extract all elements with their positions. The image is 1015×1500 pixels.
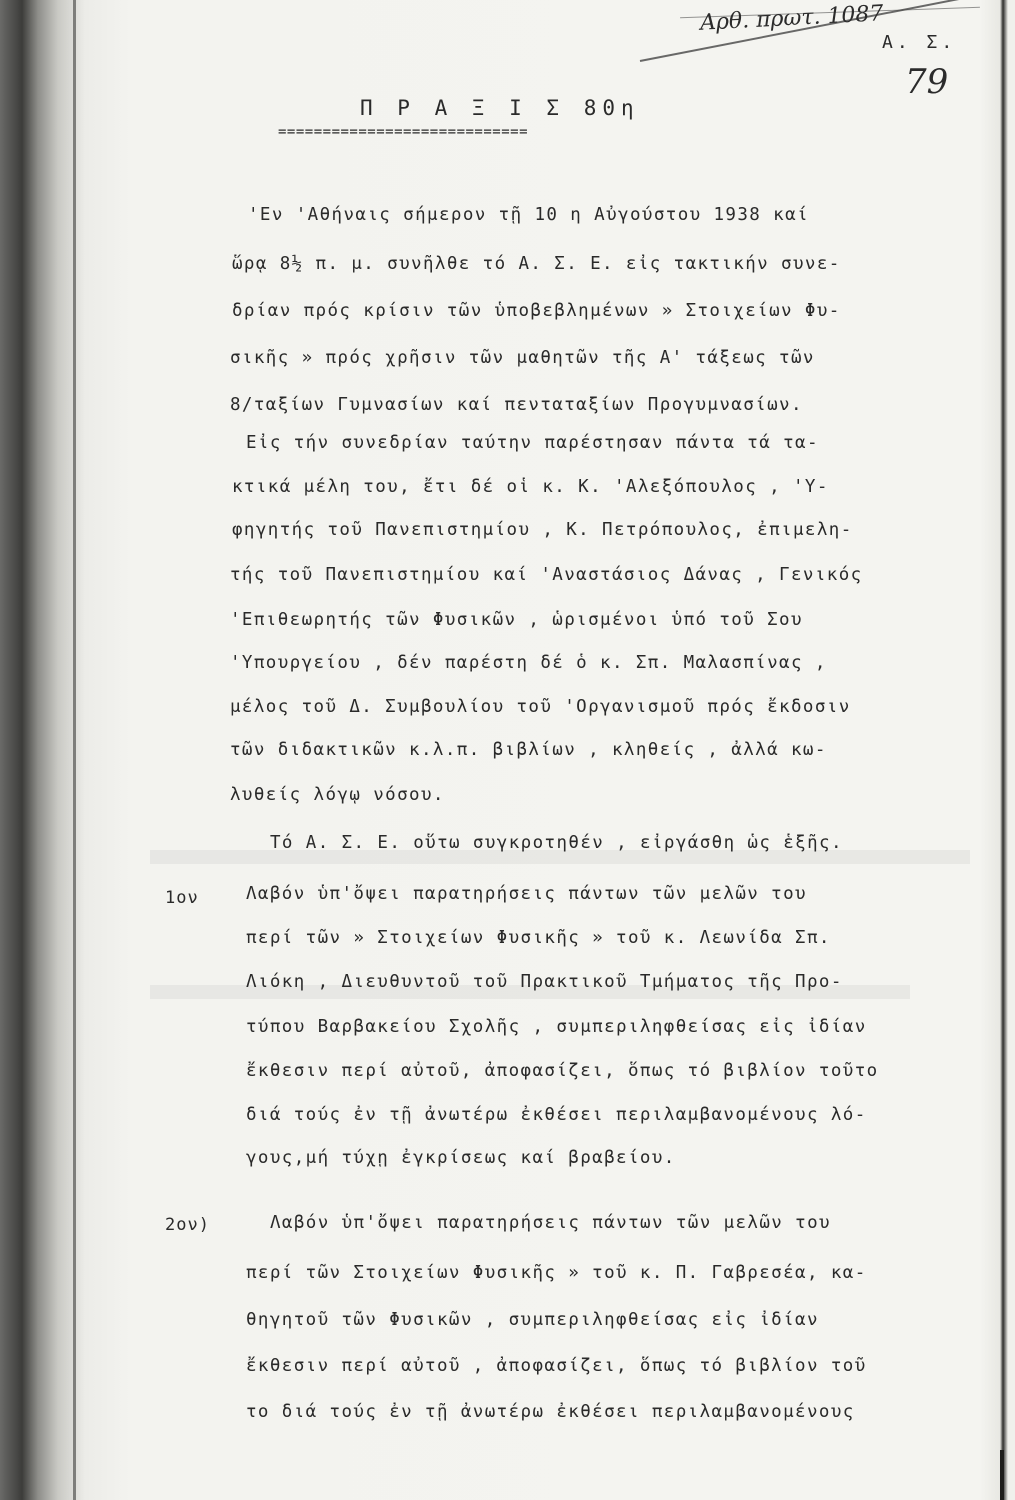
text-line: Λαβόν ὑπ'ὄψει παρατηρήσεις πάντων τῶν μελῶν του [246, 884, 807, 904]
binding-edge [73, 0, 76, 1500]
text-line: 'Εν 'Αθήναις σήμερον τῇ 10 η Αὐγούστου 1938 καί [248, 205, 809, 225]
text-line: ὥρᾳ 8½ π. μ. συνῆλθε τό Α. Σ. Ε. εἰς τακτικήν συνε- [232, 254, 841, 274]
text-line: ἔκθεσιν περί αὐτοῦ , ἀποφασίζει, ὅπως τό βιβλίον τοῦ [246, 1356, 867, 1376]
text-line: ἔκθεσιν περί αὐτοῦ, ἀποφασίζει, ὅπως τό βιβλίον τοῦτο [246, 1061, 879, 1081]
text-line: λυθείς λόγῳ νόσου. [230, 785, 445, 805]
text-line: το διά τούς ἐν τῇ ἀνωτέρω ἐκθέσει περιλαμβανομένους [246, 1402, 855, 1422]
title-underline: ============================ [278, 124, 529, 140]
text-line: περί τῶν » Στοιχείων Φυσικῆς » τοῦ κ. Λεωνίδα Σπ. [246, 928, 831, 948]
text-line: Εἰς τήν συνεδρίαν ταύτην παρέστησαν πάντα τά τα- [246, 433, 819, 453]
text-line: Λαβόν ὑπ'ὄψει παρατηρήσεις πάντων τῶν μελῶν του [270, 1213, 831, 1233]
item-number: 2ον) [165, 1215, 210, 1235]
text-line: σικῆς » πρός χρῆσιν τῶν μαθητῶν τῆς Α' τάξεως τῶν [230, 348, 815, 368]
item-number: 1ον [165, 888, 199, 908]
folio-number: 79 [905, 62, 949, 102]
text-line: 'Επιθεωρητής τῶν Φυσικῶν , ὡρισμένοι ὑπό τοῦ Σου [230, 610, 803, 630]
header-code: Α. Σ. [882, 32, 957, 53]
text-line: δρίαν πρός κρίσιν τῶν ὑποβεβλημένων » Στοιχείων Φυ- [232, 301, 841, 321]
text-line: 8/ταξίων Γυμνασίων καί πενταταξίων Προγυμνασίων. [230, 395, 803, 415]
text-line: διά τούς ἐν τῇ ἀνωτέρω ἐκθέσει περιλαμβανομένους λό- [246, 1105, 867, 1125]
text-line: φηγητής τοῦ Πανεπιστημίου , Κ. Πετρόπουλος, ἐπιμελη- [232, 520, 853, 540]
handwritten-reference: Αρθ. πρωτ. 1087 [699, 1, 885, 36]
text-line: τής τοῦ Πανεπιστημίου καί 'Αναστάσιος Δάνας , Γενικός [230, 565, 863, 585]
text-line: γους,μή τύχῃ ἐγκρίσεως καί βραβείου. [246, 1148, 676, 1168]
text-line: κτικά μέλη του, ἔτι δέ οἱ κ. Κ. 'Αλεξόπουλος , 'Υ- [232, 477, 829, 497]
text-line: μέλος τοῦ Δ. Συμβουλίου τοῦ 'Οργανισμοῦ πρός ἔκδοσιν [230, 697, 851, 717]
page-edge-mark [1000, 1450, 1004, 1500]
text-line: τύπου Βαρβακείου Σχολῆς , συμπεριληφθείσας εἰς ἰδίαν [246, 1017, 867, 1037]
document-title: Π Ρ Α Ξ Ι Σ 80η [360, 96, 640, 120]
text-line: τῶν διδακτικῶν κ.λ.π. βιβλίων , κληθείς , ἀλλά κω- [230, 740, 827, 760]
text-line: θηγητοῦ τῶν Φυσικῶν , συμπεριληφθείσας εἰς ἰδίαν [246, 1310, 819, 1330]
text-line: περί τῶν Στοιχείων Φυσικῆς » τοῦ κ. Π. Γαβρεσέα, κα- [246, 1263, 867, 1283]
text-line: Λιόκη , Διευθυντοῦ τοῦ Πρακτικοῦ Τμήματος τῆς Προ- [246, 972, 843, 992]
text-line: 'Υπουργείου , δέν παρέστη δέ ὁ κ. Σπ. Μαλασπίνας , [230, 653, 827, 673]
text-line: Τό Α. Σ. Ε. οὕτω συγκροτηθέν , εἰργάσθη ὡς ἑξῆς. [270, 833, 843, 853]
